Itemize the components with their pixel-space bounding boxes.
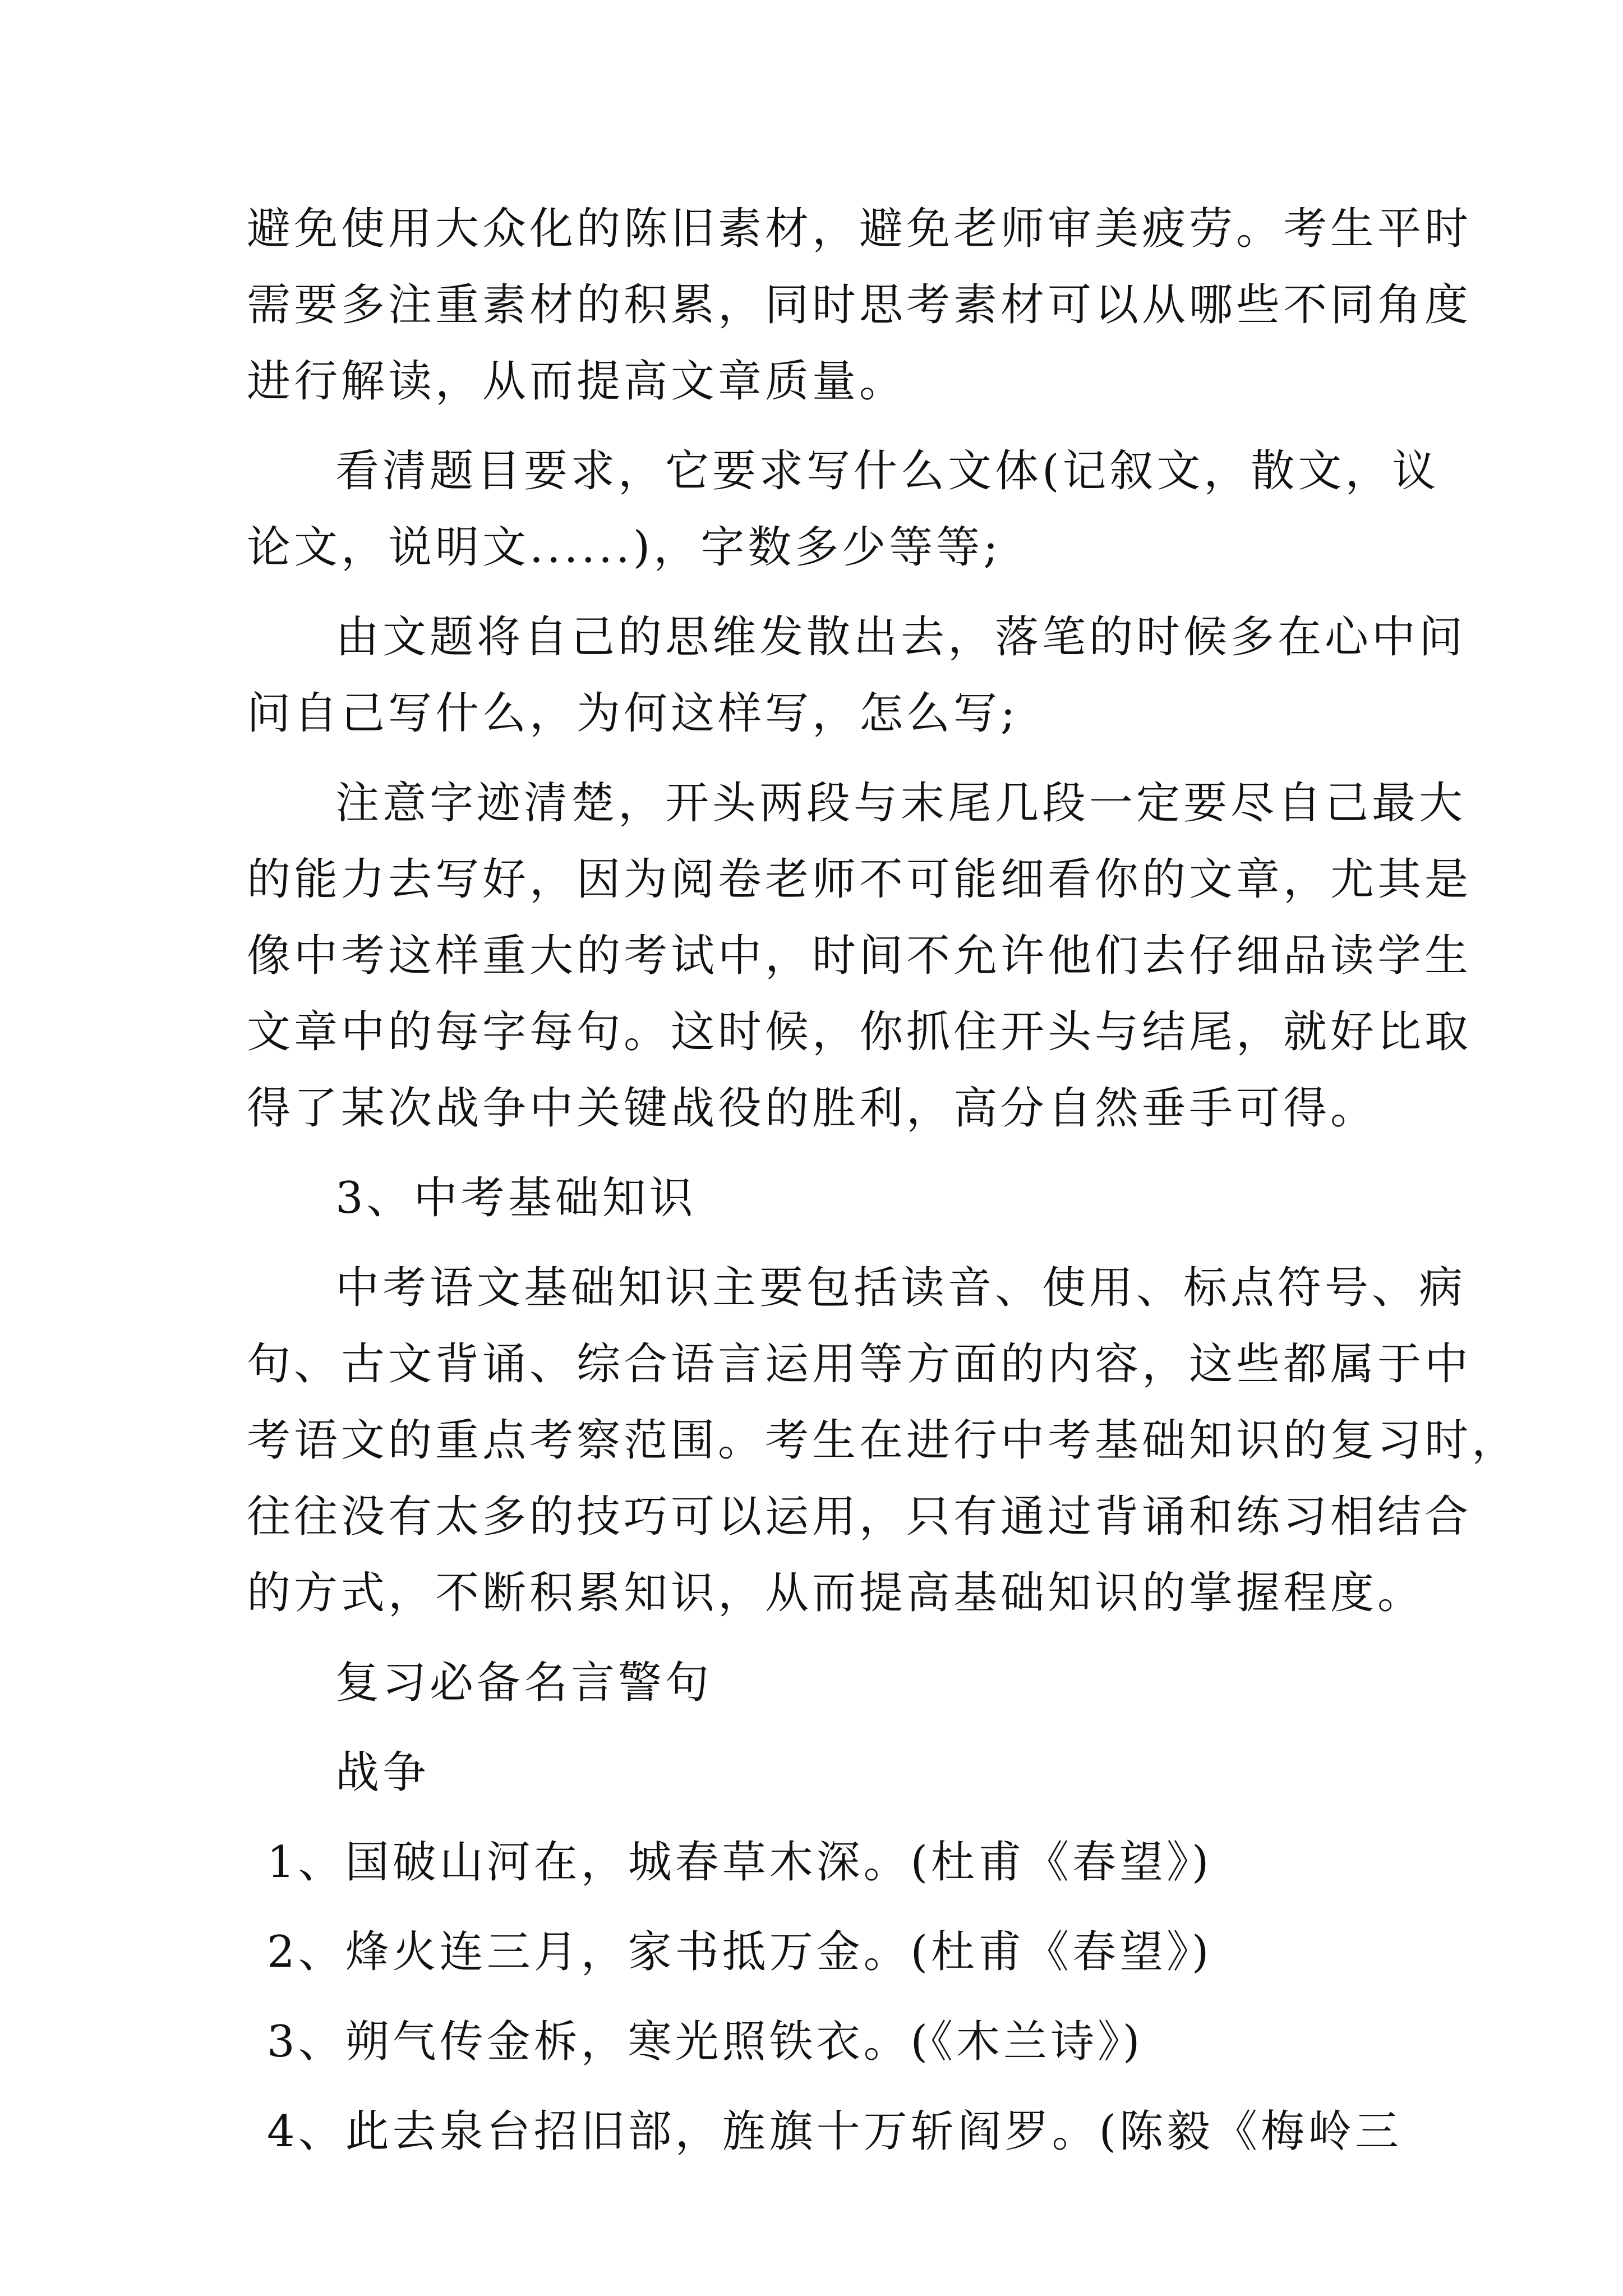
quote-item: 3、朔气传金柝，寒光照铁衣。(《木兰诗》) — [267, 2017, 1144, 2067]
text-line: 的方式，不断积累知识，从而提高基础知识的掌握程度。 — [247, 1568, 1425, 1618]
paragraph-first-line: 注意字迹清楚，开头两段与末尾几段一定要尽自己最大 — [335, 778, 1467, 829]
text-line: 论文，说明文......)，字数多少等等; — [247, 522, 1002, 573]
text-line: 句、古文背诵、综合语言运用等方面的内容，这些都属于中 — [247, 1339, 1472, 1389]
paragraph-first-line: 由文题将自己的思维发散出去，落笔的时候多在心中问 — [335, 612, 1467, 662]
section-heading: 3、中考基础知识 — [335, 1173, 697, 1223]
text-line: 文章中的每字每句。这时候，你抓住开头与结尾，就好比取 — [247, 1007, 1472, 1057]
text-line: 像中考这样重大的考试中，时间不允许他们去仔细品读学生 — [247, 931, 1472, 981]
quote-item: 4、此去泉台招旧部，旌旗十万斩阎罗。(陈毅《梅岭三 — [267, 2106, 1403, 2157]
text-line: 的能力去写好，因为阅卷老师不可能细看你的文章，尤其是 — [247, 854, 1472, 905]
subsection-heading: 复习必备名言警句 — [335, 1658, 713, 1708]
text-line: 考语文的重点考察范围。考生在进行中考基础知识的复习时， — [247, 1415, 1519, 1466]
paragraph-first-line: 中考语文基础知识主要包括读音、使用、标点符号、病 — [335, 1263, 1467, 1313]
text-line: 问自己写什么，为何这样写，怎么写; — [247, 688, 1019, 739]
paragraph-first-line: 看清题目要求，它要求写什么文体(记叙文，散文，议 — [335, 446, 1440, 496]
text-line: 避免使用大众化的陈旧素材，避免老师审美疲劳。考生平时 — [247, 204, 1472, 254]
text-line: 需要多注重素材的积累，同时思考素材可以从哪些不同角度 — [247, 280, 1472, 330]
text-line: 往往没有太多的技巧可以运用，只有通过背诵和练习相结合 — [247, 1492, 1472, 1542]
text-line: 进行解读，从而提高文章质量。 — [247, 356, 907, 407]
quote-item: 1、国破山河在，城春草木深。(杜甫《春望》) — [267, 1837, 1212, 1888]
quote-item: 2、烽火连三月，家书抵万金。(杜甫《春望》) — [267, 1927, 1212, 1977]
category-heading: 战争 — [335, 1747, 430, 1798]
text-line: 得了某次战争中关键战役的胜利，高分自然垂手可得。 — [247, 1083, 1378, 1134]
